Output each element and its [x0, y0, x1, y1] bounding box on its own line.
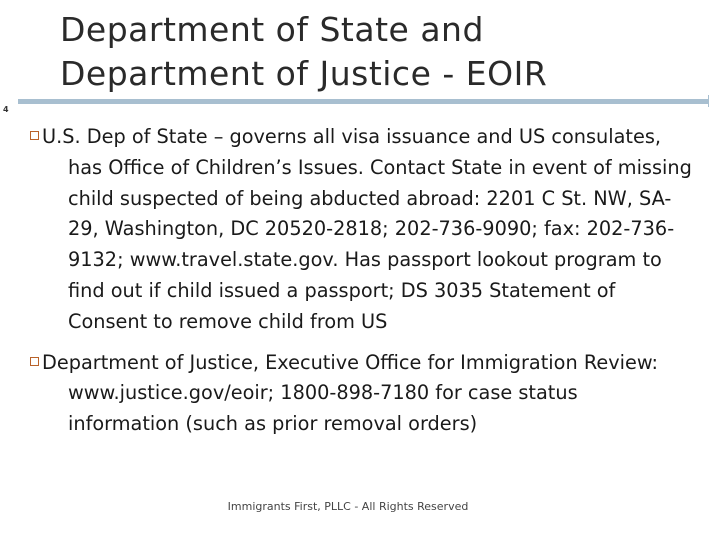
- bullet-item-state-department: [30, 122, 695, 338]
- bullet-text: U.S. Dep of State – governs all visa issuance and US consulates, has Office of Children’s Issues. Contact State in event of missing child suspected of being abducted abroad: 2201 C St. NW, SA-29, Washington, DC 20520-2818; 202-736-9090; fax: 202-736-9132; www.travel.state.gov. Has passport lookout program to find out if child issued a passport; DS 3035 Statement of Consent to remove child from US: [42, 125, 692, 333]
- title-line-2: Department of Justice - EOIR: [60, 54, 548, 93]
- footer-copyright: Immigrants First, PLLC - All Rights Reserved: [227, 500, 469, 513]
- bullet-list: [30, 122, 695, 450]
- square-bullet-icon: [30, 357, 39, 366]
- bullet-item-justice-department: [30, 348, 695, 440]
- slide-number: 4: [3, 105, 9, 114]
- bullet-text: Department of Justice, Executive Office for Immigration Review: www.justice.gov/eoir; 1800-898-7180 for case status information (such as prior removal orders): [42, 350, 659, 436]
- title-line-1: Department of State and: [60, 10, 484, 49]
- title-divider: [18, 99, 708, 104]
- square-bullet-icon: [30, 131, 39, 140]
- title-divider-end: [708, 95, 709, 107]
- slide-title: [60, 8, 700, 96]
